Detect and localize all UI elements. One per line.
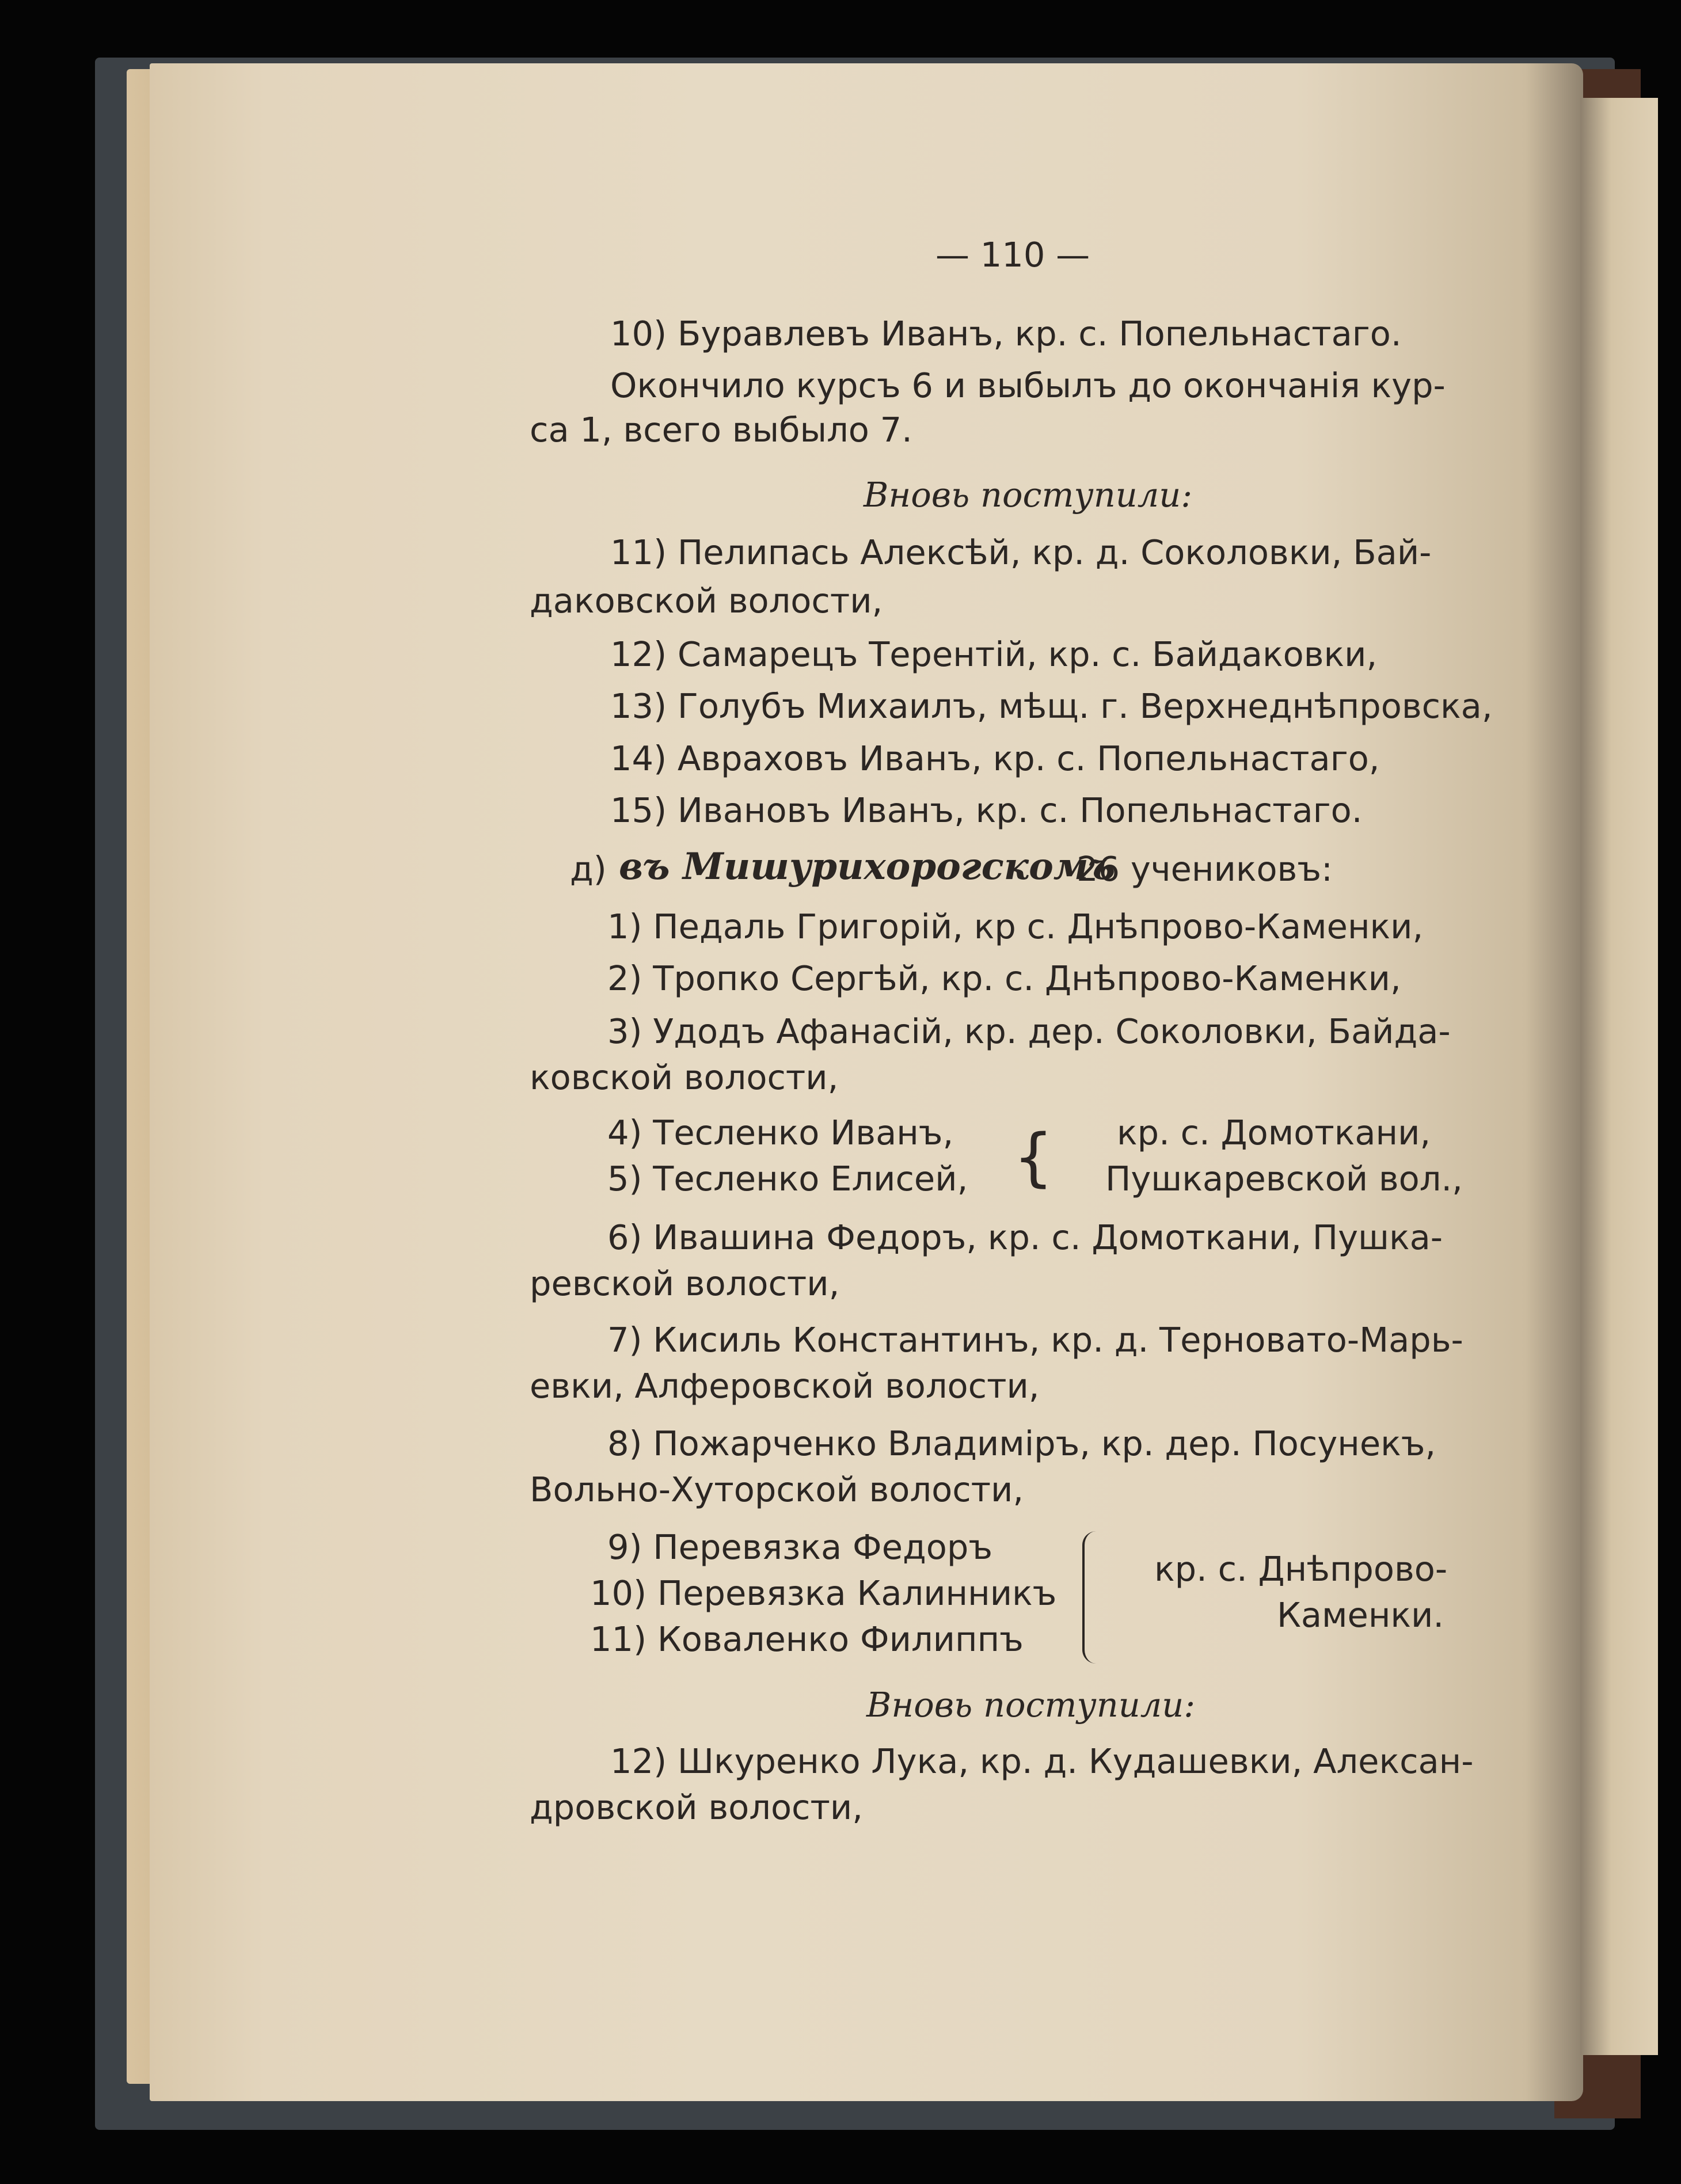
brace: { — [1013, 1120, 1054, 1194]
text-line: дровской волости, — [530, 1787, 863, 1827]
text-line: Окончило курсъ 6 и выбылъ до окончанія кур- — [610, 366, 1446, 405]
bracket — [1082, 1531, 1096, 1664]
text-line: евки, Алферовской волости, — [530, 1366, 1040, 1406]
text-line: 8) Пожарченко Владиміръ, кр. дер. Посунекъ, — [607, 1424, 1436, 1463]
text-line: 9) Перевязка Федоръ — [607, 1527, 993, 1567]
text-line: 6) Ивашина Федоръ, кр. с. Домоткани, Пушка- — [607, 1217, 1443, 1257]
page-number: — 110 — — [935, 235, 1090, 275]
text-line: 14) Авраховъ Иванъ, кр. с. Попельнастаго, — [610, 739, 1380, 778]
text-line: 4) Тесленко Иванъ, — [607, 1113, 954, 1152]
text-line: 12) Самарецъ Терентій, кр. с. Байдаковки, — [610, 634, 1378, 674]
text-line: 12) Шкуренко Лука, кр. д. Кудашевки, Алексан- — [610, 1741, 1474, 1781]
text-line: Вольно-Хуторской волости, — [530, 1470, 1024, 1509]
next-page-edge — [1580, 98, 1658, 2055]
text-line: Каменки. — [1277, 1595, 1444, 1635]
text-line: 10) Буравлевъ Иванъ, кр. с. Попельнастаго. — [610, 314, 1402, 353]
text-line: 7) Кисиль Константинъ, кр. д. Терновато-Марь- — [607, 1320, 1463, 1360]
school-name: въ Мишурихорогскомъ — [619, 845, 1116, 888]
text-line: кр. с. Домоткани, — [1117, 1113, 1431, 1152]
student-count: 26 учениковъ: — [1077, 849, 1333, 889]
text-line: 13) Голубъ Михаилъ, мѣщ. г. Верхнеднѣпровска, — [610, 686, 1493, 726]
text-line: Пушкаревской вол., — [1105, 1159, 1463, 1198]
section-heading: Вновь поступили: — [866, 1685, 1196, 1725]
text-line: 1) Педаль Григорій, кр с. Днѣпрово-Каменки, — [607, 907, 1424, 946]
section-label: д) — [570, 849, 607, 889]
text-line: ревской волости, — [530, 1264, 840, 1303]
text-line: кр. с. Днѣпрово- — [1154, 1549, 1448, 1589]
text-line: 10) Перевязка Калинникъ — [590, 1573, 1057, 1613]
text-line: са 1, всего выбыло 7. — [530, 410, 912, 450]
section-heading: Вновь поступили: — [864, 475, 1193, 515]
text-line: 5) Тесленко Елисей, — [607, 1159, 968, 1198]
text-line: даковской волости, — [530, 581, 883, 621]
text-line: 11) Коваленко Филиппъ — [590, 1619, 1024, 1659]
text-line: 15) Ивановъ Иванъ, кр. с. Попельнастаго. — [610, 790, 1363, 830]
text-line: ковской волости, — [530, 1057, 839, 1097]
text-line: 3) Удодъ Афанасій, кр. дер. Соколовки, Байда- — [607, 1011, 1451, 1051]
text-line: 2) Тропко Сергѣй, кр. с. Днѣпрово-Каменки, — [607, 958, 1401, 998]
text-line: 11) Пелипась Алексѣй, кр. д. Соколовки, Бай- — [610, 532, 1432, 572]
